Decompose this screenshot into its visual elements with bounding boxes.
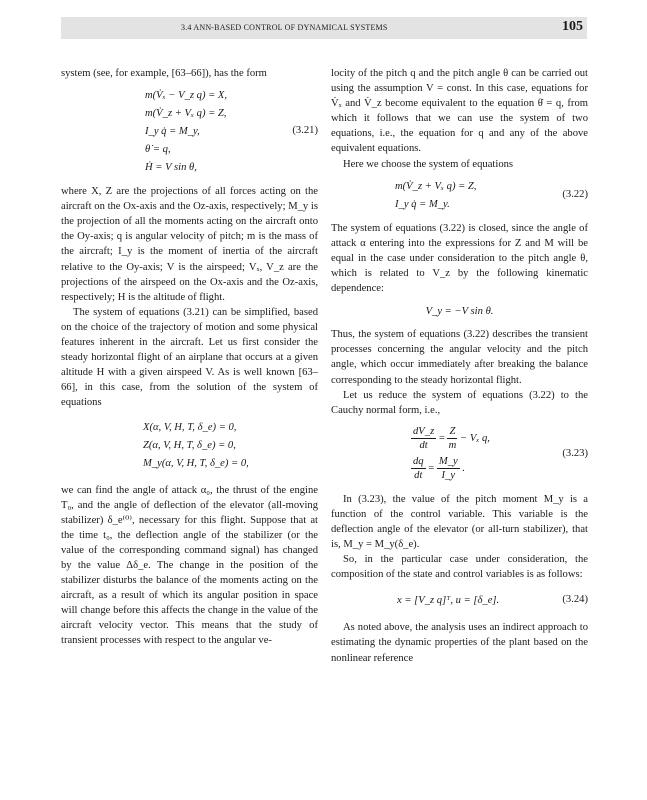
equation-line: x = [V_z q]ᵀ, u = [δ_e]. — [397, 595, 500, 607]
running-header — [61, 17, 587, 39]
paragraph: we can find the angle of attack α₀, the thrust of the engine T₀, and the angle of deflection of the elevator (all-moving stabilizer) δ_e⁽⁰⁾, necessary for this flight. Suppose that at the time t₀, the deflection angle of the stabilizer (or the value of the corresponding command signal) has changed by the value Δδ_e. The change in the position of the stabilizer disturbs the balance of the moments acting on the aircraft, as a result of which its angular position in space will change before this affects the change in the value of the aircraft velocity vector. This means that the study of transient processes with respect to the angular ve- — [61, 484, 318, 647]
equation-line: m(V̇ₓ − V_z q) = X, — [145, 90, 228, 102]
equation-3-24 — [331, 592, 588, 610]
equation-3-23 — [331, 424, 588, 484]
equation-line: I_y q̇ = M_y, — [145, 126, 200, 138]
equation-number: (3.24) — [562, 594, 588, 606]
right-column — [331, 66, 588, 666]
paragraph: Thus, the system of equations (3.22) describes the transient processes concerning the angular velocity and the pitch angle, which occur immediately after breaking the balance corresponding to the steady horizontal flight. — [331, 329, 588, 386]
equation-vy: V_y = −V sin θ. — [425, 306, 494, 318]
paragraph: Let us reduce the system of equations (3.22) to the Cauchy normal form, i.e., — [331, 389, 588, 416]
fraction: $\frac{M\_y}{I\_y}$ — [438, 455, 458, 481]
equation-3-21 — [61, 87, 318, 177]
chapter-title: 3.4 ANN-BASED CONTROL OF DYNAMICAL SYSTEMS — [181, 23, 388, 32]
equation-line: m(V̇_z + Vₓ q) = Z, — [395, 180, 477, 192]
equation-line: $\frac{dq}{dt}$ = $\frac{M\_y}{I\_y}$ . — [413, 455, 466, 481]
paragraph: The system of equations (3.22) is closed, since the angle of attack α entering into the expressions for Z and M will be equal in the case under consideration to the pitch angle θ, which is related to V_z by the following kinematic dependence: — [331, 222, 588, 295]
paragraph: In (3.23), the value of the pitch moment M_y is a function of the control variable. This variable is the deflection angle of the elevator (or all-turn stabilizer), that is, M_y = M_y(δ_e). — [331, 493, 588, 551]
left-column — [61, 66, 318, 649]
fraction: $\frac{dV\_z}{dt}$ — [413, 425, 435, 451]
paragraph: system (see, for example, [63–66]), has the form — [61, 68, 267, 79]
equation-system — [61, 419, 318, 473]
paragraph: The system of equations (3.21) can be simplified, based on the choice of the trajectory of motion and some physical features inherent in the aircraft. Let us first consider the steady horizontal flight of an airplane that occurs at a given altitude H with a given airspeed V. As is well known [63–66], in this case, from the solution of the system of equations — [61, 306, 318, 409]
equation-line: m(V̇_z + Vₓ q) = Z, — [145, 108, 227, 120]
equation-line: X(α, V, H, T, δ_e) = 0, — [143, 421, 237, 433]
fraction: $\frac{Z}{m}$ — [448, 425, 457, 451]
equation-line: θ̇ = q, — [145, 144, 171, 156]
equation-3-22 — [331, 178, 588, 214]
paragraph: As noted above, the analysis uses an indirect approach to estimating the dynamic properties of the plant based on the nonlinear reference — [331, 622, 588, 664]
equation-line: M_y(α, V, H, T, δ_e) = 0, — [143, 457, 249, 469]
paragraph: where X, Z are the projections of all forces acting on the aircraft on the Ox-axis and the Oz-axis, respectively; M_y is the projection of all the moments acting on the aircraft onto the Oy-axis; q is angular velocity of pitch; m is the mass of the aircraft; I_y is the moment of inertia of the aircraft relative to the Oy-axis; V is the airspeed; Vₓ, V_z are the projections of the airspeed on the Ox-axis and the Oz-axis, respectively; H is the altitude of flight. — [61, 186, 318, 303]
paragraph: Here we choose the system of equations — [343, 158, 514, 170]
equation-line: $\frac{dV\_z}{dt}$ = $\frac{Z}{m}$ − Vₓ q, — [413, 425, 490, 451]
equation-number: (3.23) — [562, 447, 588, 459]
equation-line: I_y q̇ = M_y. — [395, 198, 450, 210]
page-number: 105 — [562, 19, 583, 34]
equation-line: Ḣ = V sin θ, — [145, 162, 197, 174]
equation-number: (3.22) — [562, 188, 588, 200]
equation-number: (3.21) — [292, 125, 318, 137]
equation-line: Z(α, V, H, T, δ_e) = 0, — [143, 439, 236, 451]
fraction: $\frac{dq}{dt}$ — [413, 455, 424, 481]
paragraph: locity of the pitch q and the pitch angle θ can be carried out using the assumption V = const. In this case, equations for V̇ₓ and V̇_z become equivalent to the equation θ̇ = q, from which it follows that we can use the system of two equations, i.e., the equation for q and any of the above equivalent equations. — [331, 68, 588, 155]
paragraph: So, in the particular case under consideration, the composition of the state and control variables is as follows: — [331, 554, 588, 581]
